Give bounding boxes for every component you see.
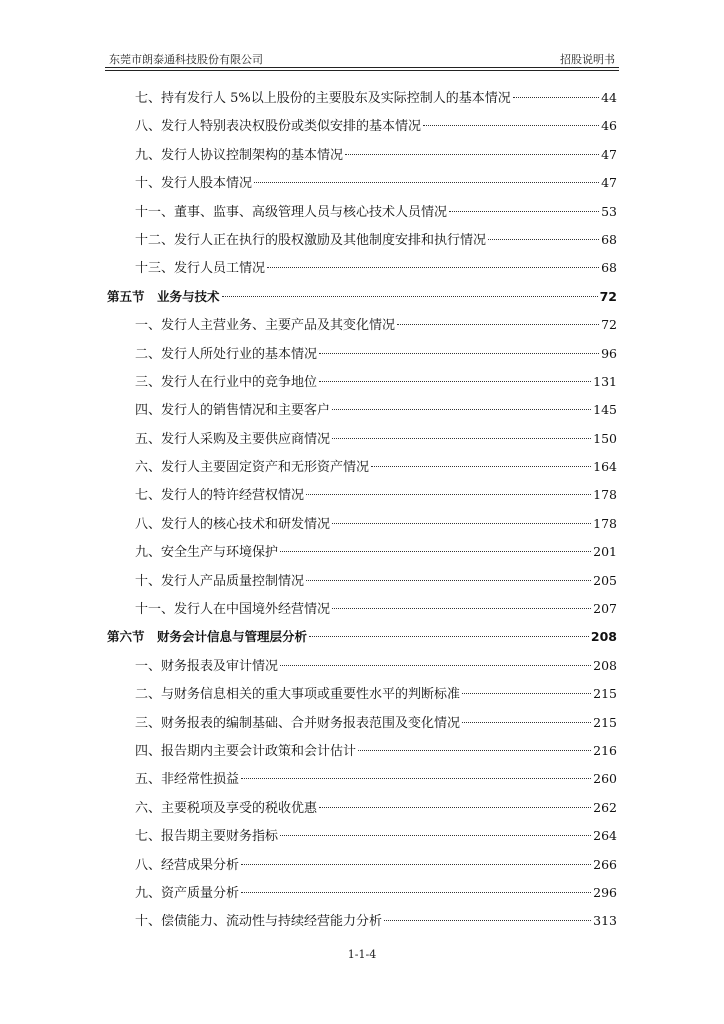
dot-leader: [280, 550, 591, 552]
dot-leader: [332, 437, 591, 439]
toc-entry-label: 十、偿债能力、流动性与持续经营能力分析: [135, 914, 383, 930]
toc-entry-label: 九、安全生产与环境保护: [135, 545, 279, 561]
dot-leader: [449, 210, 599, 212]
toc-entry[interactable]: [107, 822, 617, 850]
toc-entry-label: 二、发行人所处行业的基本情况: [135, 346, 318, 362]
dot-leader: [488, 238, 599, 240]
dot-leader: [345, 153, 599, 155]
page-number: 1-1-4: [347, 948, 377, 961]
toc-entry-page: 150: [593, 430, 617, 446]
toc-entry-label: 十一、董事、监事、高级管理人员与核心技术人员情况: [135, 204, 448, 220]
toc-entry-page: 215: [593, 686, 617, 702]
toc-entry-page: 216: [593, 742, 617, 758]
toc-entry-page: 145: [593, 402, 617, 418]
toc-entry-label: 第五节 业务与技术: [107, 288, 220, 304]
toc-entry-label: 二、与财务信息相关的重大事项或重要性水平的判断标准: [135, 687, 461, 703]
dot-leader: [332, 607, 591, 609]
toc-entry-label: 四、发行人的销售情况和主要客户: [135, 403, 331, 419]
toc-entry-label: 第六节 财务会计信息与管理层分析: [107, 629, 308, 645]
dot-leader: [332, 408, 591, 410]
toc-entry-page: 72: [601, 317, 617, 333]
dot-leader: [423, 124, 599, 126]
toc-entry-label: 三、财务报表的编制基础、合并财务报表范围及变化情况: [135, 715, 461, 731]
toc-entry-label: 十一、发行人在中国境外经营情况: [135, 602, 331, 618]
toc-entry-page: 205: [593, 572, 617, 588]
toc-entry-page: 215: [593, 714, 617, 730]
toc-entry-page: 201: [593, 544, 617, 560]
toc-entry-page: 44: [601, 90, 617, 105]
toc-entry[interactable]: [107, 794, 617, 822]
toc-entry-page: 68: [601, 260, 617, 276]
dot-leader: [462, 692, 591, 694]
dot-leader: [319, 806, 591, 808]
toc-entry[interactable]: [107, 453, 617, 481]
dot-leader: [306, 579, 591, 581]
toc-entry[interactable]: [107, 680, 617, 708]
dot-leader: [462, 721, 591, 723]
toc-entry-page: 260: [593, 771, 617, 787]
toc-entry-page: 131: [593, 373, 617, 389]
toc-entry[interactable]: [107, 737, 617, 765]
toc-entry[interactable]: [107, 141, 617, 169]
toc-entry[interactable]: [107, 396, 617, 424]
toc-entry[interactable]: [107, 198, 617, 226]
toc-entry-page: 72: [599, 288, 617, 304]
toc-entry-label: 一、财务报表及审计情况: [135, 658, 279, 674]
table-of-contents: [107, 84, 617, 936]
toc-entry[interactable]: [107, 510, 617, 538]
toc-entry-label: 十二、发行人正在执行的股权激励及其他制度安排和执行情况: [135, 232, 487, 248]
dot-leader: [306, 493, 591, 495]
toc-entry-label: 十三、发行人员工情况: [135, 261, 266, 277]
header-company: 东莞市朗泰通科技股份有限公司: [109, 53, 263, 66]
toc-entry[interactable]: [107, 595, 617, 623]
dot-leader: [332, 522, 591, 524]
toc-entry[interactable]: [107, 226, 617, 254]
toc-entry-page: 313: [593, 913, 617, 929]
dot-leader: [319, 352, 599, 354]
toc-entry-page: 47: [601, 146, 617, 162]
toc-entry[interactable]: [107, 851, 617, 879]
toc-entry[interactable]: [107, 169, 617, 197]
dot-leader: [267, 266, 599, 268]
toc-entry[interactable]: [107, 709, 617, 737]
header-rule: [105, 67, 619, 71]
toc-entry-page: 296: [593, 884, 617, 900]
toc-entry[interactable]: [107, 112, 617, 140]
toc-entry-label: 五、发行人采购及主要供应商情况: [135, 431, 331, 447]
dot-leader: [319, 380, 591, 382]
toc-entry-label: 八、发行人的核心技术和研发情况: [135, 516, 331, 532]
toc-entry-page: 208: [593, 657, 617, 673]
dot-leader: [358, 749, 591, 751]
toc-entry[interactable]: [107, 567, 617, 595]
toc-entry-label: 九、资产质量分析: [135, 885, 240, 901]
dot-leader: [222, 295, 598, 297]
toc-entry-label: 十、发行人产品质量控制情况: [135, 573, 305, 589]
toc-section-entry[interactable]: [107, 623, 617, 651]
toc-entry[interactable]: [107, 425, 617, 453]
toc-entry-page: 264: [593, 828, 617, 844]
page-header: [105, 49, 619, 67]
toc-entry-page: 262: [593, 799, 617, 815]
toc-entry-label: 五、非经常性损益: [135, 772, 240, 788]
toc-entry-label: 六、主要税项及享受的税收优惠: [135, 800, 318, 816]
toc-entry[interactable]: [107, 879, 617, 907]
toc-entry-label: 八、发行人特别表决权股份或类似安排的基本情况: [135, 119, 422, 135]
toc-entry-page: 208: [590, 629, 617, 645]
toc-entry[interactable]: [107, 368, 617, 396]
toc-entry-page: 207: [593, 601, 617, 617]
toc-entry[interactable]: [107, 84, 617, 112]
dot-leader: [513, 96, 599, 98]
toc-entry-page: 266: [593, 856, 617, 872]
toc-entry-page: 53: [601, 203, 617, 219]
toc-entry[interactable]: [107, 538, 617, 566]
dot-leader: [397, 323, 599, 325]
toc-entry-label: 六、发行人主要固定资产和无形资产情况: [135, 460, 370, 476]
dot-leader: [384, 919, 591, 921]
toc-entry-label: 一、发行人主营业务、主要产品及其变化情况: [135, 318, 396, 334]
toc-entry-page: 164: [593, 459, 617, 475]
toc-entry[interactable]: [107, 652, 617, 680]
toc-entry[interactable]: [107, 765, 617, 793]
dot-leader: [241, 777, 591, 779]
toc-entry-page: 46: [601, 118, 617, 134]
toc-entry-label: 三、发行人在行业中的竞争地位: [135, 374, 318, 390]
toc-entry-label: 九、发行人协议控制架构的基本情况: [135, 147, 344, 163]
toc-entry-label: 四、报告期内主要会计政策和会计估计: [135, 743, 357, 759]
toc-entry-page: 178: [593, 487, 617, 503]
header-doc-type: 招股说明书: [560, 53, 615, 66]
toc-entry-label: 七、报告期主要财务指标: [135, 829, 279, 845]
toc-entry[interactable]: [107, 907, 617, 935]
toc-entry[interactable]: [107, 481, 617, 509]
toc-entry[interactable]: [107, 254, 617, 282]
toc-entry-page: 178: [593, 515, 617, 531]
dot-leader: [254, 181, 599, 183]
toc-entry[interactable]: [107, 340, 617, 368]
dot-leader: [309, 635, 589, 637]
toc-entry-page: 47: [601, 175, 617, 191]
dot-leader: [280, 664, 591, 666]
toc-section-entry[interactable]: [107, 283, 617, 311]
toc-entry-page: 96: [601, 345, 617, 361]
toc-entry-label: 十、发行人股本情况: [135, 176, 253, 192]
toc-entry-label: 八、经营成果分析: [135, 857, 240, 873]
toc-entry-label: 七、持有发行人 5%以上股份的主要股东及实际控制人的基本情况: [135, 91, 511, 106]
dot-leader: [371, 465, 591, 467]
dot-leader: [241, 863, 591, 865]
dot-leader: [280, 834, 591, 836]
toc-entry[interactable]: [107, 311, 617, 339]
dot-leader: [241, 891, 591, 893]
toc-entry-label: 七、发行人的特许经营权情况: [135, 488, 305, 504]
toc-entry-page: 68: [601, 231, 617, 247]
